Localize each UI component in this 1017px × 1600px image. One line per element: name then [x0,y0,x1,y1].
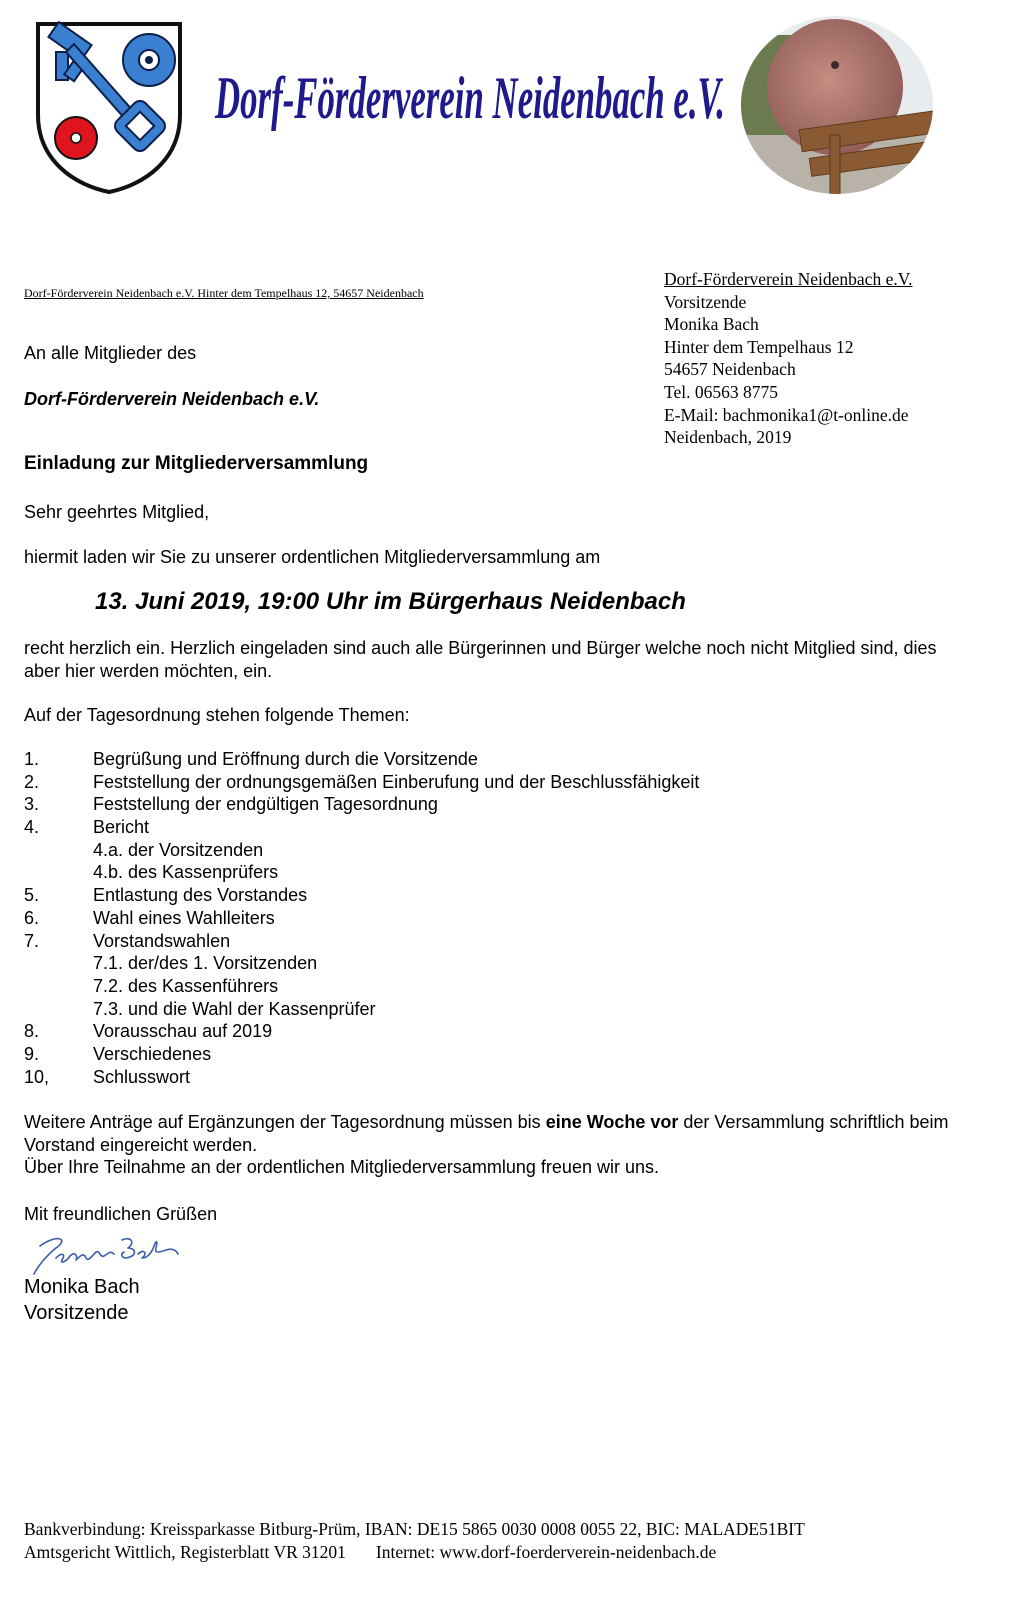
closing-paragraph [24,1111,974,1179]
contact-place-date: Neidenbach, 2019 [664,427,792,448]
agenda-text: 4.b. des Kassenprüfers [93,862,279,883]
coat-of-arms-icon [34,20,184,195]
agenda-subitem [24,975,924,998]
agenda-text: Vorstandswahlen [93,930,231,951]
contact-block [664,268,912,449]
agenda-subitem [24,861,924,884]
agenda-number: 5. [24,885,40,906]
agenda-item [24,816,924,839]
agenda-text: Verschiedenes [93,1043,212,1064]
signer-name: Monika Bach [24,1276,140,1298]
agenda-item [24,1043,924,1066]
agenda-text: Schlusswort [93,1066,191,1087]
footer-bank-details: Bankverbindung: Kreissparkasse Bitburg-Prüm, IBAN: DE15 5865 0030 0008 0055 22, BIC: MALADE51BIT [24,1519,805,1539]
agenda-text: Vorausschau auf 2019 [93,1021,273,1042]
agenda-number: 10, [24,1066,50,1087]
closing-deadline: eine Woche vor [545,1112,679,1132]
contact-role: Vorsitzende [664,291,747,312]
agenda-number: 8. [24,1021,40,1042]
agenda-item [24,1020,924,1043]
footer-register-line [24,1541,805,1564]
recipient-line: An alle Mitglieder des [24,343,197,363]
agenda-text: 4.a. der Vorsitzenden [93,839,264,860]
contact-street: Hinter dem Tempelhaus 12 [664,336,854,357]
greeting: Mit freundlichen Grüßen [24,1204,218,1224]
agenda-number: 4. [24,817,40,838]
agenda-text: Begrüßung und Eröffnung durch die Vorsitzende [93,749,478,769]
org-title [215,30,735,140]
closing-thanks: Über Ihre Teilnahme an der ordentlichen Mitgliederversammlung freuen wir uns. [24,1157,659,1177]
contact-org: Dorf-Förderverein Neidenbach e.V. [664,269,913,289]
agenda-number: 3. [24,794,40,815]
agenda-number: 7. [24,930,40,951]
contact-name: Monika Bach [664,314,759,335]
agenda-item [24,771,924,794]
sender-address-line: Dorf-Förderverein Neidenbach e.V. Hinter dem Tempelhaus 12, 54657 Neidenbach [24,286,424,300]
contact-city: 54657 Neidenbach [664,359,796,380]
agenda-item [24,884,924,907]
closing-text: Weitere Anträge auf Ergänzungen der Tagesordnung müssen bis [24,1112,546,1132]
agenda-number: 9. [24,1043,40,1064]
agenda-number: 2. [24,771,40,792]
letter-footer [24,1518,805,1563]
invite-text: recht herzlich ein. Herzlich eingeladen sind auch alle Bürgerinnen und Bürger welche noch nicht Mitglied sind, dies aber hier werden möchten, ein. [24,638,937,681]
agenda-text: Feststellung der ordnungsgemäßen Einberufung und der Beschlussfähigkeit [93,771,700,792]
contact-email: E-Mail: bachmonika1@t-online.de [664,404,909,425]
agenda-text: 7.1. der/des 1. Vorsitzenden [93,953,318,974]
meeting-date-line: 13. Juni 2019, 19:00 Uhr im Bürgerhaus Neidenbach [95,588,686,615]
intro-text: hiermit laden wir Sie zu unserer ordentlichen Mitgliederversammlung am [24,547,601,567]
signer-role: Vorsitzende [24,1302,129,1324]
agenda-text: 7.2. des Kassenführers [93,975,279,996]
agenda-item [24,907,924,930]
agenda-text: Entlastung des Vorstandes [93,885,308,906]
agenda-number: 6. [24,907,40,928]
agenda-text: Bericht [93,817,150,838]
agenda-list [24,748,924,1088]
org-title-text: Dorf-Förderverein Neidenbach e.V. [214,65,725,131]
agenda-subitem [24,839,924,862]
agenda-item [24,748,924,771]
agenda-item [24,1066,924,1089]
footer-register: Amtsgericht Wittlich, Registerblatt VR 31201 [24,1541,346,1562]
contact-phone: Tel. 06563 8775 [664,381,778,402]
closing-text: der Versammlung schriftlich beim Vorstand eingereicht werden. [24,1112,949,1155]
salutation: Sehr geehrtes Mitglied, [24,502,210,522]
agenda-item [24,930,924,953]
agenda-text: 7.3. und die Wahl der Kassenprüfer [93,998,376,1019]
agenda-subitem [24,952,924,975]
agenda-subitem [24,998,924,1021]
agenda-item [24,793,924,816]
agenda-text: Wahl eines Wahlleiters [93,907,275,928]
millstone-photo [740,15,935,195]
signature-icon [26,1232,186,1276]
footer-website: Internet: www.dorf-foerderverein-neidenbach.de [375,1541,717,1562]
agenda-intro: Auf der Tagesordnung stehen folgende Themen: [24,705,410,725]
agenda-text: Feststellung der endgültigen Tagesordnung [93,794,438,815]
recipient-org: Dorf-Förderverein Neidenbach e.V. [24,389,320,409]
agenda-number: 1. [24,749,40,769]
letter-subject: Einladung zur Mitgliederversammlung [24,453,369,474]
